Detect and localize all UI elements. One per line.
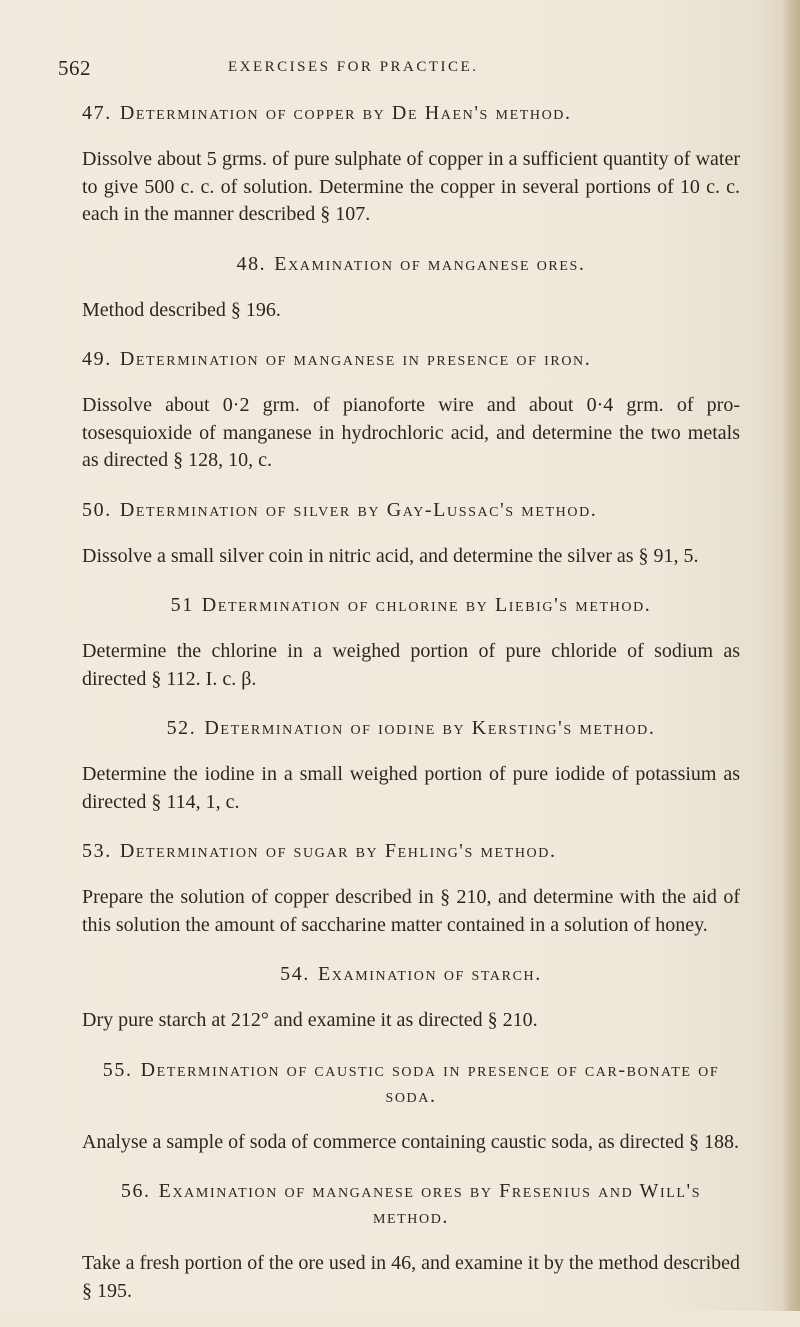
section-body: Determine the iodine in a small weighed portion of pure iodide of potassium as directed § 114, 1, c. — [82, 763, 740, 813]
section-title: Determination of iodine by Kersting's method. — [204, 717, 656, 739]
section-heading — [82, 592, 740, 618]
section-title: Examination of starch. — [317, 963, 542, 985]
section-number: 56. — [120, 1180, 151, 1202]
section-number: 48. — [236, 252, 267, 275]
section-55 — [82, 1057, 740, 1157]
section-52 — [82, 715, 740, 816]
section-body: Dissolve about 0·2 grm. of pianoforte wire and about 0·4 grm. of pro-tosesquioxide of manganese in hydrochloric acid, and determine the two metals as directed § 128, 10, c. — [82, 394, 740, 471]
page-edge-shadow — [782, 0, 800, 1311]
section-50 — [82, 497, 740, 571]
page-content — [82, 100, 740, 1327]
page-number: 562 — [58, 56, 91, 80]
section-title: Determination of copper by De Haen's method. — [119, 102, 572, 124]
section-number: 54. — [280, 963, 310, 985]
section-48 — [82, 251, 740, 325]
section-51 — [82, 592, 740, 693]
section-heading — [82, 346, 740, 372]
section-heading — [82, 100, 740, 126]
running-head: EXERCISES FOR PRACTICE. — [228, 59, 479, 75]
section-heading — [82, 961, 740, 987]
section-heading — [82, 251, 740, 277]
section-title: Determination of silver by Gay-Lussac's method. — [119, 498, 598, 521]
section-body: Method described § 196. — [82, 298, 281, 321]
section-title: Examination of manganese ores by Fresenius and Will's method. — [158, 1180, 702, 1228]
section-53 — [82, 838, 740, 939]
section-body: Prepare the solution of copper described in § 210, and determine with the aid of this solution the amount of saccharine matter contained in a solution of honey. — [82, 886, 740, 936]
section-title: Determination of caustic soda in presence of car-bonate of soda. — [140, 1058, 720, 1107]
section-56 — [82, 1178, 740, 1305]
section-title: Examination of manganese ores. — [274, 252, 586, 275]
section-body: Determine the chlorine in a weighed portion of pure chloride of sodium as directed § 112. I. c. β. — [82, 640, 740, 690]
section-body: Dissolve a small silver coin in nitric acid, and determine the silver as § 91, 5. — [82, 544, 699, 567]
section-54 — [82, 961, 740, 1035]
page-header — [58, 56, 738, 80]
section-number: 55. — [102, 1058, 133, 1081]
section-title: Determination of manganese in presence of iron. — [119, 348, 592, 370]
section-heading — [82, 1057, 740, 1109]
section-number: 49. — [82, 348, 112, 370]
section-number: 50. — [82, 498, 112, 521]
section-body: Take a fresh portion of the ore used in 46, and examine it by the method described § 195. — [82, 1252, 740, 1302]
section-heading — [82, 838, 740, 864]
section-49 — [82, 346, 740, 475]
section-title: Determination of chlorine by Liebig's method. — [201, 594, 652, 616]
section-47 — [82, 100, 740, 229]
section-heading — [82, 715, 740, 741]
section-number: 53. — [82, 840, 112, 862]
section-title: Determination of sugar by Fehling's method. — [119, 840, 557, 862]
section-heading — [82, 1178, 740, 1230]
section-body: Dissolve about 5 grms. of pure sulphate of copper in a sufficient quantity of water to give 500 c. c. of solution. Determine the copper in several portions of 10 c. c. each in the manner described § 107. — [82, 148, 740, 225]
section-body: Analyse a sample of soda of commerce containing caustic soda, as directed § 188. — [82, 1130, 740, 1153]
section-body: Dry pure starch at 212° and examine it as directed § 210. — [82, 1009, 538, 1031]
section-number: 47. — [82, 102, 112, 124]
section-number: 51 — [170, 594, 194, 616]
section-heading — [82, 497, 740, 523]
section-number: 52. — [166, 717, 197, 739]
